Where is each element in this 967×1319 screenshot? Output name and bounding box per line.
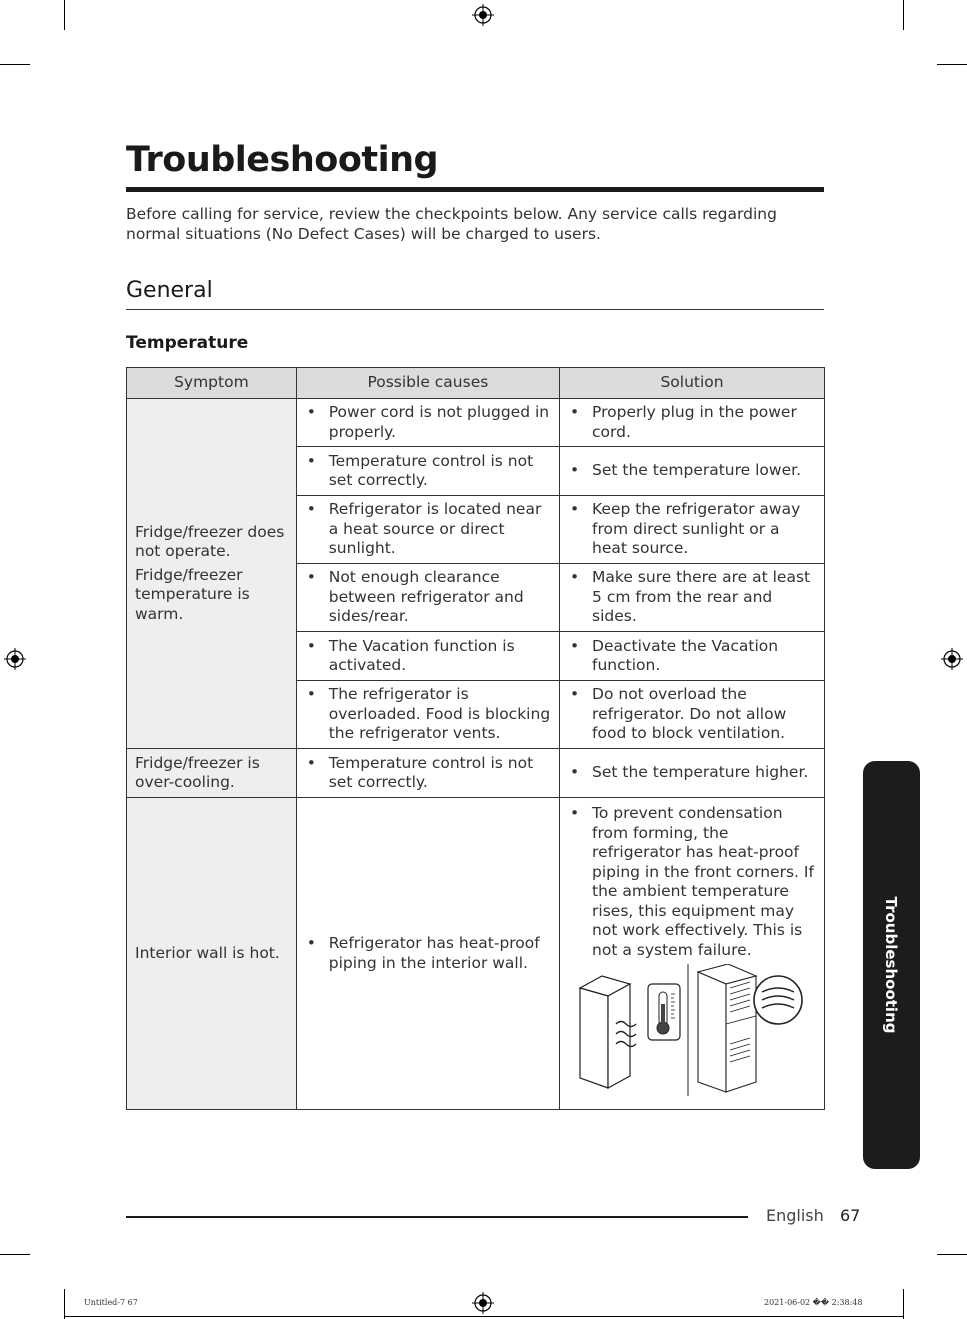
piping-zoom-icon xyxy=(754,976,802,1024)
table-row xyxy=(127,399,825,447)
registration-mark-icon xyxy=(472,1292,494,1314)
crop-mark xyxy=(903,0,904,30)
solution-cell xyxy=(560,496,825,564)
solution-cell xyxy=(560,749,825,798)
footer-language: English xyxy=(766,1206,824,1225)
bullet: • xyxy=(570,685,580,704)
header-solution: Solution xyxy=(560,368,825,399)
cause-text: Refrigerator is located near a heat source or direct sunlight. xyxy=(328,500,542,558)
cause-text: Power cord is not plugged in properly. xyxy=(328,403,550,441)
slug-line xyxy=(64,1316,904,1317)
bullet: • xyxy=(570,403,580,421)
troubleshooting-table xyxy=(126,367,825,1110)
solution-text: To prevent condensation from forming, the refrigerator has heat-proof piping in the front corners. If the ambient temperature rises, this equipment may not work effectively. This is not a system failure. xyxy=(592,804,814,959)
header-causes: Possible causes xyxy=(296,368,559,399)
cause-cell xyxy=(296,798,559,1110)
bullet: • xyxy=(306,753,316,772)
solution-text: Keep the refrigerator away from direct sunlight or a heat source. xyxy=(592,500,801,558)
bullet: • xyxy=(306,451,316,470)
solution-text: Properly plug in the power cord. xyxy=(592,403,797,441)
bullet: • xyxy=(306,568,316,587)
bullet: • xyxy=(570,763,580,782)
solution-cell xyxy=(560,681,825,749)
intro-paragraph: Before calling for service, review the checkpoints below. Any service calls regarding normal situations (No Defect Cases) will be charged to users. xyxy=(126,205,777,243)
crop-mark xyxy=(64,1289,65,1319)
solution-cell xyxy=(560,399,825,447)
footer-rule xyxy=(126,1216,748,1218)
bullet: • xyxy=(570,461,580,480)
cause-cell xyxy=(296,749,559,798)
registration-mark-icon xyxy=(472,4,494,26)
subsection-heading: Temperature xyxy=(126,333,249,353)
symptom-cell xyxy=(127,399,297,749)
section-rule xyxy=(126,309,824,310)
solution-text: Deactivate the Vacation function. xyxy=(592,636,779,674)
cause-cell xyxy=(296,399,559,447)
crop-mark xyxy=(64,0,65,30)
bullet: • xyxy=(306,403,316,421)
thermometer-icon xyxy=(648,984,680,1040)
registration-mark-icon xyxy=(4,648,26,670)
solution-text: Make sure there are at least 5 cm from the rear and sides. xyxy=(592,568,811,626)
solution-text: Set the temperature higher. xyxy=(592,763,809,782)
bullet: • xyxy=(306,636,316,655)
solution-cell xyxy=(560,632,825,681)
symptom-text: Fridge/freezer temperature is warm. xyxy=(135,565,250,623)
cause-text: Temperature control is not set correctly. xyxy=(328,753,534,791)
side-tab-label: Troubleshooting xyxy=(882,896,900,1034)
bullet: • xyxy=(306,934,316,952)
solution-text: Set the temperature lower. xyxy=(592,461,802,480)
registration-mark-icon xyxy=(941,648,963,670)
solution-text: Do not overload the refrigerator. Do not allow food to block ventilation. xyxy=(592,685,787,743)
cause-cell xyxy=(296,564,559,632)
cause-text: Refrigerator has heat-proof piping in the interior wall. xyxy=(328,934,540,972)
cause-text: The Vacation function is activated. xyxy=(328,636,515,674)
symptom-text: Interior wall is hot. xyxy=(135,943,280,962)
table-row xyxy=(127,798,825,1110)
slug-left: Untitled-7 67 xyxy=(84,1298,138,1307)
symptom-text: Fridge/freezer is over-cooling. xyxy=(135,753,260,791)
cause-cell xyxy=(296,447,559,496)
title-rule xyxy=(126,187,824,192)
solution-cell xyxy=(560,798,825,1110)
cause-text: Not enough clearance between refrigerator and sides/rear. xyxy=(328,568,524,626)
fridge-heat-piping-illustration xyxy=(568,964,808,1096)
crop-mark xyxy=(937,64,967,65)
bullet: • xyxy=(570,568,580,587)
crop-mark xyxy=(903,1289,904,1319)
crop-mark xyxy=(0,64,30,65)
bullet: • xyxy=(570,500,580,519)
header-symptom: Symptom xyxy=(127,368,297,399)
solution-cell xyxy=(560,564,825,632)
section-heading: General xyxy=(126,278,213,303)
cause-text: The refrigerator is overloaded. Food is blocking the refrigerator vents. xyxy=(328,685,551,743)
page-title: Troubleshooting xyxy=(126,140,439,180)
cause-cell xyxy=(296,632,559,681)
crop-mark xyxy=(937,1254,967,1255)
symptom-cell xyxy=(127,798,297,1110)
bullet: • xyxy=(570,636,580,655)
solution-cell xyxy=(560,447,825,496)
slug-right: 2021-06-02 �� 2:38:48 xyxy=(764,1298,863,1307)
symptom-cell xyxy=(127,749,297,798)
crop-mark xyxy=(0,1254,30,1255)
table-row xyxy=(127,749,825,798)
cause-text: Temperature control is not set correctly. xyxy=(328,451,534,489)
bullet: • xyxy=(306,685,316,704)
bullet: • xyxy=(570,804,580,822)
cause-cell xyxy=(296,681,559,749)
page-number: 67 xyxy=(840,1206,861,1225)
bullet: • xyxy=(306,500,316,519)
table-header-row xyxy=(127,368,825,399)
symptom-text: Fridge/freezer does not operate. xyxy=(135,522,285,561)
cause-cell xyxy=(296,496,559,564)
